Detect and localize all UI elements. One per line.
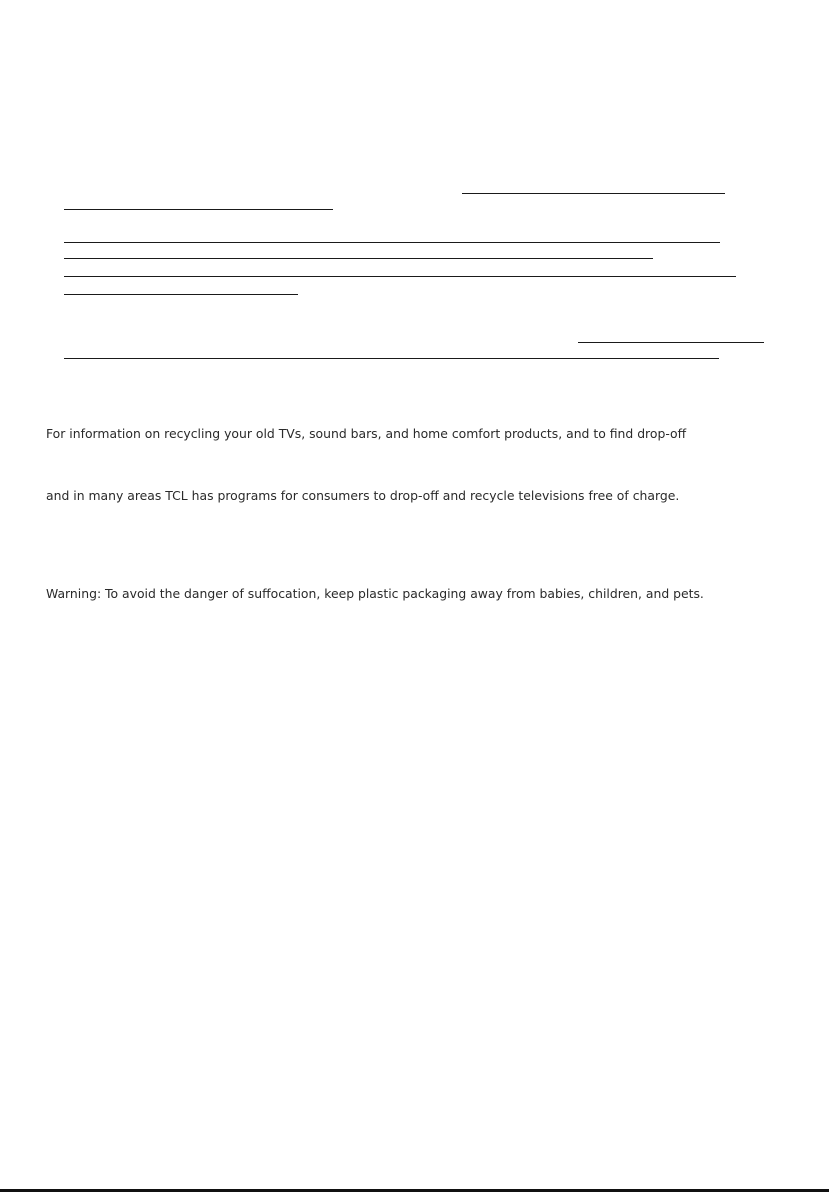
link-underline[interactable] (64, 294, 298, 295)
link-underline[interactable] (462, 193, 725, 194)
link-underline[interactable] (64, 242, 720, 243)
suffocation-warning-text: Warning: To avoid the danger of suffocation, keep plastic packaging away from babies, children, and pets. (46, 586, 704, 601)
link-underline[interactable] (64, 358, 719, 359)
link-underline[interactable] (64, 276, 736, 277)
link-underline[interactable] (64, 209, 333, 210)
recycling-info-text: For information on recycling your old TVs, sound bars, and home comfort products, and to find drop-off (46, 426, 687, 441)
link-underline[interactable] (64, 258, 653, 259)
link-underline[interactable] (578, 342, 764, 343)
recycling-programs-text: and in many areas TCL has programs for consumers to drop-off and recycle televisions free of charge. (46, 488, 680, 503)
